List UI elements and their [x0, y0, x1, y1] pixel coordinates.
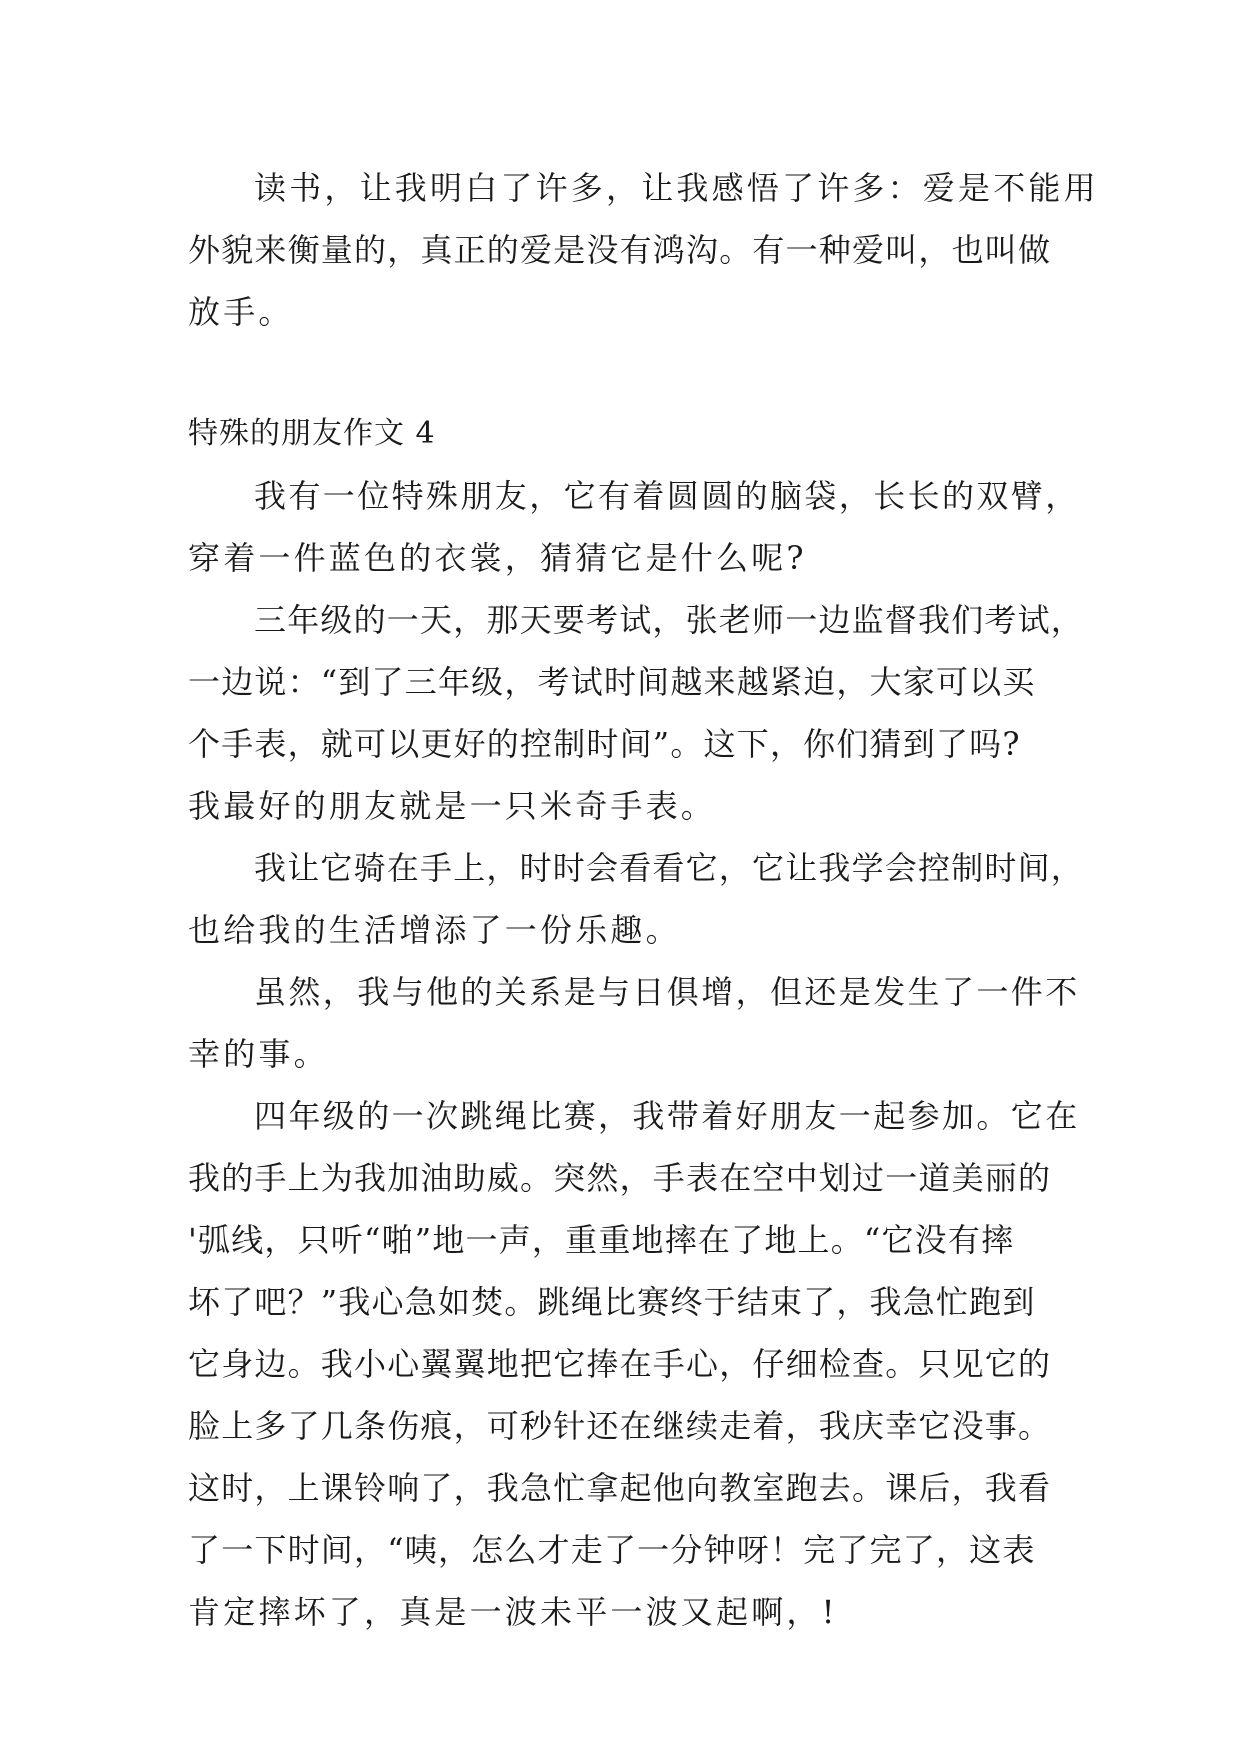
paragraph-line: 坏了吧？”我心急如焚。跳绳比赛终于结束了，我急忙跑到 — [188, 1283, 1036, 1321]
paragraph-line: 读书，让我明白了许多，让我感悟了许多：爱是不能用 — [254, 169, 1099, 207]
paragraph-line: 外貌来衡量的，真正的爱是没有鸿沟。有一种爱叫，也叫做 — [188, 231, 1052, 269]
paragraph-line: 它身边。我小心翼翼地把它捧在手心，仔细检查。只见它的 — [188, 1345, 1052, 1383]
paragraph-line: 三年级的一天，那天要考试，张老师一边监督我们考试， — [254, 601, 1085, 639]
paragraph-line: 一边说：“到了三年级，考试时间越来越紧迫，大家可以买 — [188, 663, 1036, 701]
paragraph-line: 也给我的生活增添了一份乐趣。 — [188, 911, 681, 949]
paragraph-line: 我最好的朋友就是一只米奇手表。 — [188, 787, 717, 825]
paragraph-line: 放手。 — [188, 293, 294, 331]
paragraph-line: 个手表，就可以更好的控制时间”。这下，你们猜到了吗? — [188, 725, 1021, 763]
paragraph-line: '弧线，只听“啪”地一声，重重地摔在了地上。“它没有摔 — [188, 1221, 1015, 1259]
essay-title: 特殊的朋友作文 4 — [188, 416, 436, 451]
paragraph-line: 我让它骑在手上，时时会看看它，它让我学会控制时间， — [254, 849, 1085, 887]
paragraph-line: 肯定摔坏了，真是一波未平一波又起啊，! — [188, 1593, 838, 1631]
paragraph-line: 我有一位特殊朋友，它有着圆圆的脑袋，长长的双臂， — [254, 477, 1080, 515]
document-body — [188, 157, 1099, 1643]
paragraph-line: 我的手上为我加油助威。突然，手表在空中划过一道美丽的 — [188, 1159, 1052, 1197]
paragraph-line: 虽然，我与他的关系是与日俱增，但还是发生了一件不 — [254, 973, 1080, 1011]
paragraph-line: 穿着一件蓝色的衣裳，猜猜它是什么呢? — [188, 539, 807, 577]
paragraph-line: 四年级的一次跳绳比赛，我带着好朋友一起参加。它在 — [254, 1097, 1080, 1135]
section-gap — [188, 343, 1058, 403]
paragraph-line: 了一下时间，“咦，怎么才走了一分钟呀！完了完了，这表 — [188, 1531, 1036, 1569]
paragraph-line: 这时，上课铃响了，我急忙拿起他向教室跑去。课后，我看 — [188, 1469, 1052, 1507]
paragraph-line: 脸上多了几条伤痕，可秒针还在继续走着，我庆幸它没事。 — [188, 1407, 1052, 1445]
paragraph-line: 幸的事。 — [188, 1035, 329, 1073]
